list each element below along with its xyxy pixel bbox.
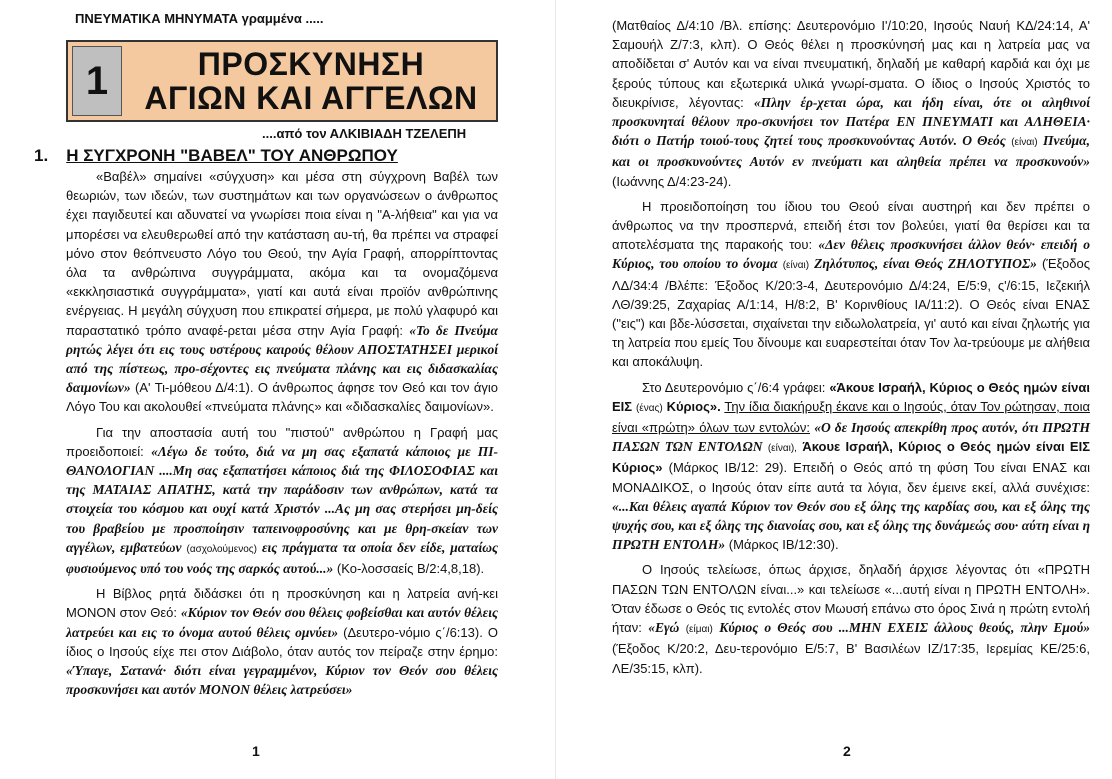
- author-line: ....από τον ΑΛΚΙΒΙΑΔΗ ΤΖΕΛΕΠΗ: [262, 126, 467, 141]
- scripture-quote: «Πλην έρ-χεται ώρα, και ήδη είναι, ότε οι αληθινοί προσκυνηταί θέλουν προ-σκυνήσει τον Πατέρα ΕΝ ΠΝΕΥΜΑΤΙ και ΑΛΗΘΕΙΑ· διότι ο Πατήρ τοιού-τους ζητεί τους προσκυνούντας Αυτόν. Ο Θεός: [612, 94, 1090, 149]
- section-number: 1.: [34, 146, 49, 165]
- section-heading: [34, 146, 398, 166]
- title-line-2: ΑΓΙΩΝ ΚΑΙ ΑΓΓΕΛΩΝ: [144, 80, 478, 116]
- paragraph: «Βαβέλ» σημαίνει «σύγχυση» και μέσα στη σύγχρονη Βαβέλ των θεωριών, των ιδεών, των συστημάτων και των οργανώσεων ο άνθρωπος έχει παγιδευτεί και αδυνατεί να γνωρίσει ποια είναι η "Α-λήθεια" και για να μπορέσει να ελευθερωθεί από την κατάσταση αυ-τή, θα πρέπει να στραφεί μόνο στον θεόπνευστο Λόγο του Θεού, την Αγία Γραφή, απορρίπτοντας όλα τα ανθρώπινα συγγράμματα, ακόμα και τα ονομαζόμενα «εκκλησιαστικά συγγράμματα», γιατί και αυτά είναι προϊόν ανθρώπινης ενέργειας. Η μεγάλη σύγχυση που επικρατεί σήμερα, με πολύ γλαφυρό και παραστατικό τρόπο αναφέ-ρεται μέσα στην Αγία Γραφή: «Το δε Πνεύμα ρητώς λέγει ότι εις τους υστέρους καιρούς θέλουν ΑΠΟΣΤΑΤΗΣΕΙ μερικοί από της πίστεως, προ-σέχοντες εις πνεύματα πλάνης και εις διδασκαλίας δαιμονίων» (Α' Τι-μόθεου Δ/4:1). Ο άνθρωπος άφησε τον Θεό και τον άγιο Λόγο Του και ακολουθεί «πνεύματα πλάνης» και «διδασκαλίες δαιμονίων».: [66, 169, 498, 415]
- scripture-quote: Κύριος ο Θεός σου ...ΜΗΝ ΕΧΕΙΣ άλλους θεούς, πλην Εμού»: [719, 620, 1090, 636]
- text-column-right: [612, 16, 1090, 684]
- scripture-quote: «Ύπαγε, Σατανά· διότι είναι γεγραμμένον, Κύριον τον Θεόν σου θέλεις προσκυνήσει και αυτόν ΜΟΝΟΝ θέλεις λατρεύσει»: [66, 663, 498, 698]
- scripture-quote: «Λέγω δε τούτο, διά να μη σας εξαπατά κάποιος με ΠΙ-ΘΑΝΟΛΟΓΙΑΝ ....Μη σας εξαπατήσει κάποιος διά της ΦΙΛΟΣΟΦΙΑΣ και της ΜΑΤΑΙΑΣ ΑΠΑΤΗΣ, κατά την παράδοσιν των ανθρώπων, κατά τα στοιχεία του κόσμου και ουχί κατά Χριστόν ...Ας μη σας στερήσει μη-δείς του βραβείου με προσποίησιν ταπεινοφροσύνης και με θρη-σκείαν των αγγέλων, εμβατεύων: [66, 443, 498, 555]
- paragraph: Ο Ιησούς τελείωσε, όπως άρχισε, δηλαδή άρχισε λέγοντας ότι «ΠΡΩΤΗ ΠΑΣΩΝ ΤΩΝ ΕΝΤΟΛΩΝ είναι...» και τελείωσε «...αυτή είναι η ΠΡΩΤΗ ΕΝΤΟΛΗ». Όταν έδωσε ο Θεός τις εντολές στον Μωυσή επάνω στο όρος Σινά η πρώτη εντολή ήταν: «Εγώ (είμαι) Κύριος ο Θεός σου ...ΜΗΝ ΕΧΕΙΣ άλλους θεούς, πλην Εμού» (Έξοδος Κ/20:2, Δευ-τερονόμιο Ε/5:7, Β' Βασιλέων ΙΖ/17:35, Ιερεμίας ΚΕ/25:6, ΛΕ/35:15, κλπ).: [612, 562, 1090, 676]
- scripture-quote: Ζηλότυπος, είναι Θεός ΖΗΛΟΤΥΠΟΣ»: [814, 256, 1037, 272]
- scripture-quote: «Κύριον τον Θεόν σου θέλεις φοβείσθαι και αυτόν θέλεις λατρεύει και εις το όνομα αυτού θέλεις ομνύει»: [66, 605, 498, 640]
- scripture-quote: «Άκουε Ισραήλ, Κύριος ο Θεός ημών είναι ΕΙΣ: [612, 379, 1090, 414]
- scripture-quote: Άκουε Ισραήλ, Κύριος ο Θεός ημών είναι ΕΙΣ Κύριος»: [612, 439, 1090, 476]
- paragraph: Για την αποστασία αυτή του "πιστού" ανθρώπου η Γραφή μας προειδοποιεί: «Λέγω δε τούτο, διά να μη σας εξαπατά κάποιος με ΠΙ-ΘΑΝΟΛΟΓΙΑΝ ....Μη σας εξαπατήσει κάποιος διά της ΦΙΛΟΣΟΦΙΑΣ και της ΜΑΤΑΙΑΣ ΑΠΑΤΗΣ, κατά την παράδοσιν των ανθρώπων, κατά τα στοιχεία του κόσμου και ουχί κατά Χριστόν ...Ας μη σας στερήσει μη-δείς του βραβείου με προσποίησιν ταπεινοφροσύνης και με θρη-σκείαν των αγγέλων, εμβατεύων (ασχολούμενος) εις πράγματα τα οποία δεν είδε, ματαίως φυσιούμενος υπό του νοός της σαρκός αυτού...» (Κο-λοσσαείς Β/2:4,8,18).: [66, 424, 498, 577]
- scripture-quote: Πνεύμα, και οι προσκυνούντες Αυτόν εν πνεύματι και αληθεία πρέπει να προσκυνούν»: [612, 133, 1090, 170]
- page-number: 1: [252, 743, 260, 759]
- paragraph: Η Βίβλος ρητά διδάσκει ότι η προσκύνηση και η λατρεία ανή-κει ΜΟΝΟΝ στον Θεό: «Κύριον τον Θεόν σου θέλεις φοβείσθαι και αυτόν θέλεις λατρεύει και εις το όνομα αυτού θέλεις ομνύει» (Δευτερο-νόμιο ς΄/6:13). Ο ίδιος ο Ιησούς είχε πει στον Διάβολο, όταν αυτός τον πείραζε στην έρημο: «Ύπαγε, Σατανά· διότι είναι γεγραμμένον, Κύριον τον Θεόν σου θέλεις προσκυνήσει και αυτόν ΜΟΝΟΝ θέλεις λατρεύσει»: [66, 586, 498, 698]
- paragraph: (Ματθαίος Δ/4:10 /Βλ. επίσης: Δευτερονόμιο Ι'/10:20, Ιησούς Ναυή ΚΔ/24:14, Α' Σαμουήλ Ζ/7:3, κλπ). Ο Θεός θέλει η προσκύνησή μας και η λατρεία μας να αποδίδεται σ' Αυτόν και να είναι πνευματική, δηλαδή με καθαρή καρδιά και όχι με ξερούς τύπους και εξωτερικά υλικά γνωρί-σματα. Ο ίδιος ο Ιησούς Χριστός το διευκρίνισε, λέγοντας: «Πλην έρ-χεται ώρα, και ήδη είναι, ότε οι αληθινοί προσκυνηταί θέλουν προ-σκυνήσει τον Πατέρα ΕΝ ΠΝΕΥΜΑΤΙ και ΑΛΗΘΕΙΑ· διότι ο Πατήρ τοιού-τους ζητεί τους προσκυνούντας Αυτόν. Ο Θεός (είναι) Πνεύμα, και οι προσκυνούντες Αυτόν εν πνεύματι και αληθεία πρέπει να προσκυνούν» (Ιωάννης Δ/4:23-24).: [612, 18, 1090, 189]
- chapter-number: 1: [72, 46, 122, 116]
- series-header: ΠΝΕΥΜΑΤΙΚΑ ΜΗΝΥΜΑΤΑ γραμμένα .....: [75, 11, 324, 26]
- paragraph: Στο Δευτερονόμιο ς΄/6:4 γράφει: «Άκουε Ισραήλ, Κύριος ο Θεός ημών είναι ΕΙΣ (ένας) Κύριος». Την ίδια διακήρυξη έκανε και ο Ιησούς, όταν Τον ρώτησαν, ποια είναι «πρώτη» όλων των εντολών: «Ο δε Ιησούς απεκρίθη προς αυτόν, ότι ΠΡΩΤΗ ΠΑΣΩΝ ΤΩΝ ΕΝΤΟΛΩΝ (είναι), Άκουε Ισραήλ, Κύριος ο Θεός ημών είναι ΕΙΣ Κύριος» (Μάρκος ΙΒ/12: 29). Επειδή ο Θεός από τη φύση Του είναι ΕΝΑΣ και ΜΟΝΑΔΙΚΟΣ, ο Ιησούς όταν είπε αυτά τα λόγια, δεν έμεινε εκεί, αλλά συνέχισε: «...Και θέλεις αγαπά Κύριον τον Θεόν σου εξ όλης της καρδίας σου, και εξ όλης της ψυχής σου, και εξ όλης της διανοίας σου, και εξ όλης της δυνάμεώς σου· αύτη είναι η ΠΡΩΤΗ ΕΝΤΟΛΗ» (Μάρκος ΙΒ/12:30).: [612, 379, 1090, 553]
- title-banner: [66, 40, 498, 122]
- page-number: 2: [843, 743, 851, 759]
- paragraph: Η προειδοποίηση του ίδιου του Θεού είναι αυστηρή και δεν πρέπει ο άνθρωπος να την προσπερνά, επειδή έτσι τον βολεύει, γιατί θα θερίσει και τα αποτελέσματα της παρακοής του: «Δεν θέλεις προσκυνήσει άλλον θεόν· επειδή ο Κύριος, του οποίου το όνομα (είναι) Ζηλότυπος, είναι Θεός ΖΗΛΟΤΥΠΟΣ» (Έξοδος ΛΔ/34:4 /Βλέπε: Έξοδος Κ/20:3-4, Δευτερονόμιο Δ/4:24, Ε/5:9, ς'/6:15, Ιεζεκιήλ ΛΘ/39:25, Ζαχαρίας Α/1:14, Η/8:2, Β' Κορινθίους ΙΑ/11:2). Ο Θεός είναι ΕΝΑΣ ("εις") και βδε-λύσσεται, σιχαίνεται την ειδωλολατρεία, γι' αυτό και είναι ζηλωτής για τη λατρεία που εμείς Του δίνουμε και ευαρεστείται όταν Τον λα-τρεύουμε με αλήθεια και αποκάλυψη.: [612, 198, 1090, 370]
- scripture-quote: «...Και θέλεις αγαπά Κύριον τον Θεόν σου εξ όλης της καρδίας σου, και εξ όλης της ψυχής σου, και εξ όλης της διανοίας σου, και εξ όλης της δυνάμεώς σου· αύτη είναι η ΠΡΩΤΗ ΕΝΤΟΛΗ»: [612, 498, 1090, 553]
- text-column-left: [66, 167, 498, 705]
- chapter-title: [126, 42, 496, 120]
- scripture-quote: «Δεν θέλεις προσκυνήσει άλλον θεόν· επειδή ο Κύριος, του οποίου το όνομα: [612, 237, 1090, 272]
- title-line-1: ΠΡΟΣΚΥΝΗΣΗ: [197, 46, 425, 82]
- underlined-text: Την ίδια διακήρυξη έκανε και ο Ιησούς, όταν Τον ρώτησαν, ποια είναι «πρώτη» όλων των εντολών:: [612, 398, 1090, 436]
- scripture-quote: «Εγώ: [648, 620, 680, 636]
- section-title: Η ΣΥΓΧΡΟΝΗ "ΒΑΒΕΛ" ΤΟΥ ΑΝΘΡΩΠΟΥ: [66, 146, 398, 165]
- scripture-quote: «Το δε Πνεύμα ρητώς λέγει ότι εις τους υστέρους καιρούς θέλουν ΑΠΟΣΤΑΤΗΣΕΙ μερικοί από της πίστεως, προ-σέχοντες εις πνεύματα πλάνης και εις διδασκαλίας δαιμονίων»: [66, 322, 498, 396]
- scripture-quote: εις πράγματα τα οποία δεν είδε, ματαίως φυσιούμενος υπό του νοός της σαρκός αυτού...»: [66, 539, 498, 577]
- scripture-quote: «Ο δε Ιησούς απεκρίθη προς αυτόν, ότι ΠΡΩΤΗ ΠΑΣΩΝ ΤΩΝ ΕΝΤΟΛΩΝ: [612, 420, 1090, 455]
